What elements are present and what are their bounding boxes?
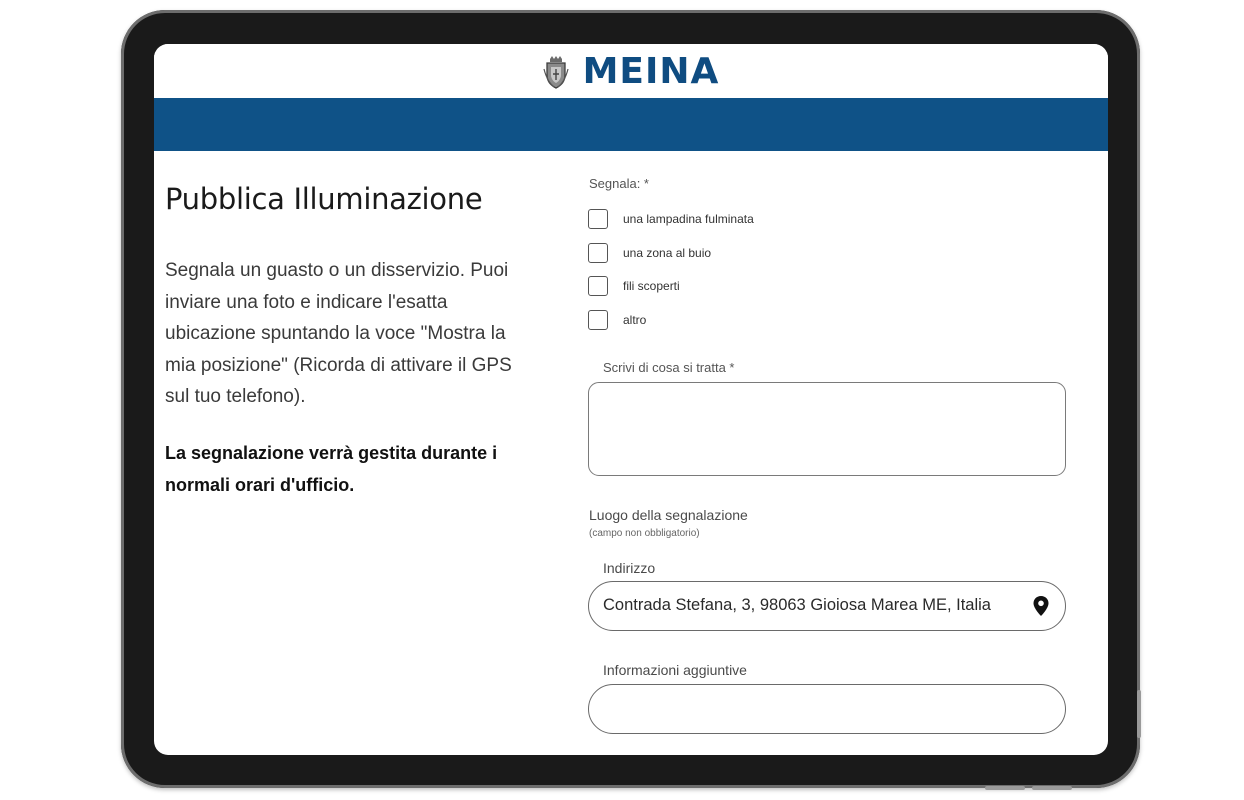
office-hours-note: La segnalazione verrà gestita durante i normali orari d'ufficio. bbox=[165, 442, 498, 495]
location-label: Luogo della segnalazione bbox=[589, 507, 748, 523]
option-label: fili scoperti bbox=[623, 279, 680, 293]
page-title: Pubblica Illuminazione bbox=[165, 182, 483, 216]
option-fili-scoperti[interactable] bbox=[588, 276, 680, 296]
map-pin-icon[interactable] bbox=[1033, 596, 1049, 616]
intro-description: Segnala un guasto o un disservizio. Puoi inviare una foto e indicare l'esatta ubicazione spuntando la voce "Mostra la mia posizione" (Ricorda di attivare il GPS sul tuo telefono). bbox=[165, 260, 512, 407]
tablet-screen bbox=[154, 44, 1108, 755]
option-lampadina[interactable] bbox=[588, 209, 754, 229]
checkbox[interactable] bbox=[588, 243, 608, 263]
location-hint: (campo non obbligatorio) bbox=[589, 528, 700, 539]
option-zona-buio[interactable] bbox=[588, 243, 711, 263]
tablet-volume-button bbox=[985, 786, 1025, 790]
description-label: Scrivi di cosa si tratta * bbox=[603, 360, 735, 375]
tablet-volume-button bbox=[1032, 786, 1072, 790]
option-label: una lampadina fulminata bbox=[623, 212, 754, 226]
option-label: altro bbox=[623, 313, 647, 327]
report-form bbox=[588, 44, 1078, 755]
option-altro[interactable] bbox=[588, 310, 646, 330]
address-label: Indirizzo bbox=[603, 560, 656, 576]
checkbox[interactable] bbox=[588, 310, 608, 330]
coat-of-arms-icon bbox=[543, 55, 569, 89]
address-value: Contrada Stefana, 3, 98063 Gioiosa Marea ME, Italia bbox=[603, 596, 991, 614]
address-input[interactable] bbox=[588, 581, 1066, 631]
extra-info-input[interactable] bbox=[588, 684, 1066, 734]
checkbox[interactable] bbox=[588, 209, 608, 229]
option-label: una zona al buio bbox=[623, 246, 712, 260]
checkbox[interactable] bbox=[588, 276, 608, 296]
description-textarea[interactable] bbox=[588, 382, 1066, 476]
site-logo-text[interactable]: MEINA bbox=[582, 50, 720, 92]
tablet-side-button bbox=[1137, 690, 1141, 738]
intro-section bbox=[165, 182, 515, 501]
segnala-label: Segnala: * bbox=[589, 176, 649, 191]
extra-info-label: Informazioni aggiuntive bbox=[603, 662, 747, 678]
